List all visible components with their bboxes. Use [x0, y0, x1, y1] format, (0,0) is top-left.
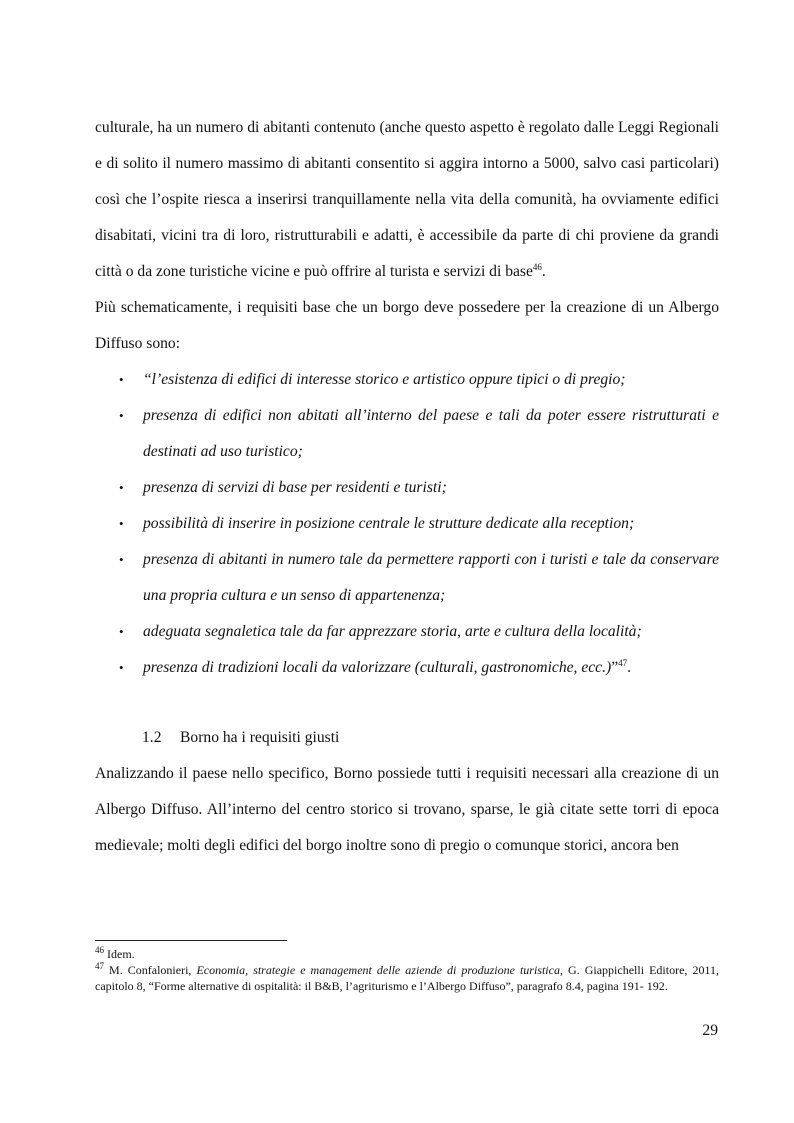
- bullet-icon: •: [119, 552, 124, 567]
- requirement-text: “l’esistenza di edifici di interesse storico e artistico oppure tipici o di pregio;: [143, 371, 626, 388]
- footnote-text: Idem.: [107, 947, 135, 961]
- list-item: [95, 542, 719, 614]
- requirements-list: [95, 362, 719, 686]
- requirement-text: adeguata segnaletica tale da far apprezzare storia, arte e cultura della località;: [143, 623, 642, 640]
- bullet-icon: •: [119, 660, 124, 675]
- page-number: 29: [702, 1022, 718, 1039]
- bullet-icon: •: [119, 624, 124, 639]
- section-title: Borno ha i requisiti giusti: [180, 729, 340, 746]
- footnote-author: M. Confalonieri,: [109, 963, 197, 977]
- requirement-text: presenza di edifici non abitati all’interno del paese e tali da poter essere ristrutturati e destinati ad uso turistico;: [143, 407, 719, 460]
- bullet-icon: •: [119, 372, 124, 387]
- footnote-46: [95, 946, 719, 962]
- lead-paragraph: Più schematicamente, i requisiti base che un borgo deve possedere per la creazione di un Albergo Diffuso sono:: [95, 299, 719, 352]
- quote-close: ”: [611, 659, 619, 676]
- requirement-text: possibilità di inserire in posizione centrale le strutture dedicate alla reception;: [143, 515, 635, 532]
- footnote-ref-47[interactable]: 47: [618, 657, 628, 668]
- requirement-text: presenza di servizi di base per residenti e turisti;: [143, 479, 447, 496]
- section-heading: [95, 720, 719, 756]
- footnote-number: 47: [95, 961, 104, 971]
- page-body: [95, 110, 719, 864]
- list-item: [95, 362, 719, 398]
- bullet-icon: •: [119, 480, 124, 495]
- footnotes: [95, 946, 719, 994]
- list-item: [95, 470, 719, 506]
- footnote-text: , G. Giappichelli Editore, 2011, capitolo 8, “Forme alternative di ospitalità: il B&B, l’agriturismo e l’Albergo Diffuso”, paragrafo 8.4, pagina 191- 192.: [95, 963, 719, 993]
- footnote-ref-46[interactable]: 46: [532, 261, 542, 272]
- section-paragraph: Analizzando il paese nello specifico, Borno possiede tutti i requisiti necessari alla creazione di un Albergo Diffuso. All’interno del centro storico si trovano, sparse, le già citate sette torri di epoca medievale; molti degli edifici del borgo inoltre sono di pregio o comunque storici, ancora ben: [95, 765, 719, 854]
- footnote-divider: [95, 940, 287, 941]
- intro-paragraph-end: .: [541, 263, 546, 280]
- footnote-47: [95, 962, 719, 994]
- list-item: [95, 506, 719, 542]
- list-item: [95, 650, 719, 686]
- requirement-text: presenza di abitanti in numero tale da permettere rapporti con i turisti e tale da conservare una propria cultura e un senso di appartenenza;: [143, 551, 719, 604]
- list-item: [95, 398, 719, 470]
- footnote-number: 46: [95, 945, 104, 955]
- section-number: 1.2: [142, 729, 162, 746]
- list-item: [95, 614, 719, 650]
- requirement-text: presenza di tradizioni locali da valorizzare (culturali, gastronomiche, ecc.): [143, 659, 612, 676]
- intro-paragraph-text: culturale, ha un numero di abitanti contenuto (anche questo aspetto è regolato dalle Leggi Regionali e di solito il numero massimo di abitanti consentito si aggira intorno a 5000, salvo casi particolari) così che l’ospite riesca a inserirsi tranquillamente nella vita della comunità, ha ovviamente edifici disabitati, vicini tra di loro, ristrutturabili e adatti, è accessibile da parte di chi proviene da grandi città o da zone turistiche vicine e può offrire al turista e servizi di base: [95, 119, 719, 280]
- requirement-end: .: [627, 659, 632, 676]
- footnote-book-title: Economia, strategie e management delle aziende di produzione turistica: [196, 963, 560, 977]
- bullet-icon: •: [119, 516, 124, 531]
- bullet-icon: •: [119, 408, 124, 423]
- intro-paragraph: [95, 110, 719, 290]
